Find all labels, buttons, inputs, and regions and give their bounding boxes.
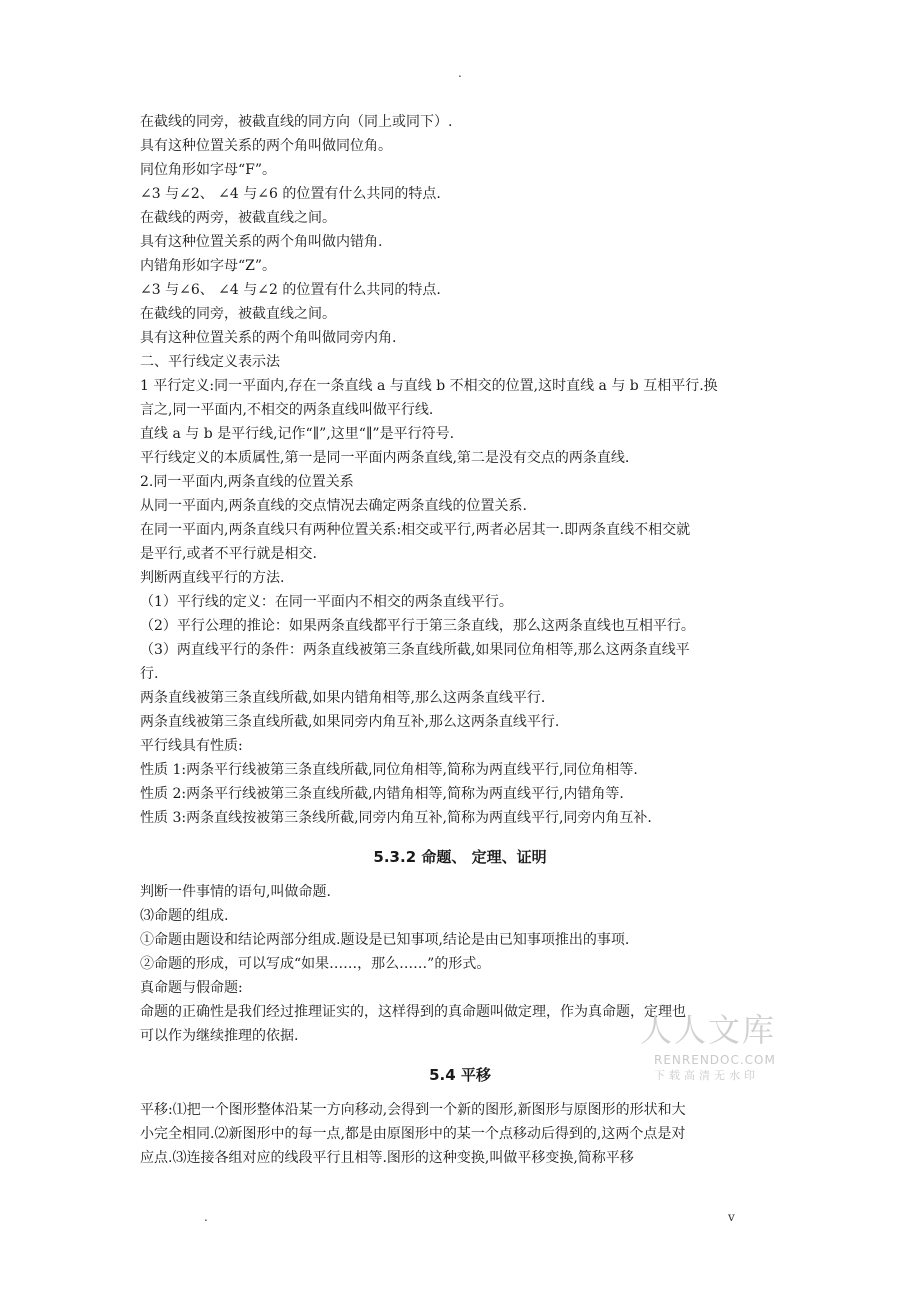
section-subtitle: 二、平行线定义表示法 xyxy=(140,354,280,370)
text-line: ∠3 与∠2、 ∠4 与∠6 的位置有什么共同的特点. xyxy=(140,186,441,202)
text-line: 在截线的同旁，被截直线之间。 xyxy=(140,306,336,322)
text-line: 具有这种位置关系的两个角叫做内错角. xyxy=(140,234,383,250)
text-line: 应点.⑶连接各组对应的线段平行且相等.图形的这种变换,叫做平移变换,简称平移 xyxy=(140,1150,634,1166)
text-line: 具有这种位置关系的两个角叫做同旁内角. xyxy=(140,330,397,346)
text-line: 内错角形如字母“Z”。 xyxy=(140,258,277,274)
text-line: 在截线的同旁，被截直线的同方向（同上或同下）. xyxy=(140,114,453,130)
text-line: 性质 3:两条直线按被第三条线所截,同旁内角互补,简称为两直线平行,同旁内角互补. xyxy=(140,810,652,826)
text-line: 直线 a 与 b 是平行线,记作“∥”,这里“∥”是平行符号. xyxy=(140,426,455,442)
text-line: 平行线具有性质: xyxy=(140,738,243,754)
text-line: 在同一平面内,两条直线只有两种位置关系:相交或平行,两者必居其一.即两条直线不相交就 xyxy=(140,522,691,538)
text-line: 同位角形如字母“F”。 xyxy=(140,162,277,178)
watermark-logo: 人人文库 xyxy=(640,1011,777,1049)
text-line: 是平行,或者不平行就是相交. xyxy=(140,546,317,562)
footer-right-mark: v xyxy=(728,1210,735,1224)
watermark-url: RENRENDOC.COM xyxy=(654,1053,776,1067)
header-mark: . xyxy=(458,66,462,80)
text-line: （2）平行公理的推论：如果两条直线都平行于第三条直线，那么这两条直线也互相平行。 xyxy=(140,618,695,634)
watermark xyxy=(640,1005,790,1083)
section-heading-translation: 5.4 平移 xyxy=(429,1066,491,1084)
text-line: 性质 2:两条平行线被第三条直线所截,内错角相等,简称为两直线平行,内错角等. xyxy=(140,786,624,802)
text-line: 2.同一平面内,两条直线的位置关系 xyxy=(140,474,354,490)
text-line: 判断两直线平行的方法. xyxy=(140,570,285,586)
text-line: ⑶命题的组成. xyxy=(140,908,229,924)
text-line: 判断一件事情的语句,叫做命题. xyxy=(140,884,331,900)
text-line: 命题的正确性是我们经过推理证实的，这样得到的真命题叫做定理，作为真命题，定理也 xyxy=(140,1004,686,1020)
text-line: ∠3 与∠6、 ∠4 与∠2 的位置有什么共同的特点. xyxy=(140,282,441,298)
text-line: 行. xyxy=(140,666,159,682)
text-line: ①命题由题设和结论两部分组成.题设是已知事项,结论是由已知事项推出的事项. xyxy=(140,932,630,948)
text-line: 两条直线被第三条直线所截,如果同旁内角互补,那么这两条直线平行. xyxy=(140,714,560,730)
text-line: 性质 1:两条平行线被第三条直线所截,同位角相等,简称为两直线平行,同位角相等. xyxy=(140,762,638,778)
watermark-subtitle: 下载高清无水印 xyxy=(654,1069,759,1082)
text-line: 可以作为继续推理的依据. xyxy=(140,1028,299,1044)
text-line: （1）平行线的定义：在同一平面内不相交的两条直线平行。 xyxy=(140,594,513,610)
text-line: 1 平行定义:同一平面内,存在一条直线 a 与直线 b 不相交的位置,这时直线 a 与 b 互相平行.换 xyxy=(140,378,718,394)
text-line: 在截线的两旁，被截直线之间。 xyxy=(140,210,336,226)
text-line: （3）两直线平行的条件：两条直线被第三条直线所截,如果同位角相等,那么这两条直线平 xyxy=(140,642,690,658)
text-line: 真命题与假命题: xyxy=(140,980,243,996)
text-line: 小完全相同.⑵新图形中的每一点,都是由原图形中的某一个点移动后得到的,这两个点是对 xyxy=(140,1126,686,1142)
text-line: 言之,同一平面内,不相交的两条直线叫做平行线. xyxy=(140,402,434,418)
text-line: 平移:⑴把一个图形整体沿某一方向移动,会得到一个新的图形,新图形与原图形的形状和大 xyxy=(140,1102,686,1118)
text-line: ②命题的形成，可以写成“如果……，那么……”的形式。 xyxy=(140,956,491,972)
text-line: 从同一平面内,两条直线的交点情况去确定两条直线的位置关系. xyxy=(140,498,527,514)
footer-left-mark: . xyxy=(204,1210,208,1224)
text-line: 具有这种位置关系的两个角叫做同位角。 xyxy=(140,138,392,154)
text-line: 两条直线被第三条直线所截,如果内错角相等,那么这两条直线平行. xyxy=(140,690,546,706)
section-heading-propositions: 5.3.2 命题、 定理、证明 xyxy=(373,848,547,866)
text-line: 平行线定义的本质属性,第一是同一平面内两条直线,第二是没有交点的两条直线. xyxy=(140,450,630,466)
